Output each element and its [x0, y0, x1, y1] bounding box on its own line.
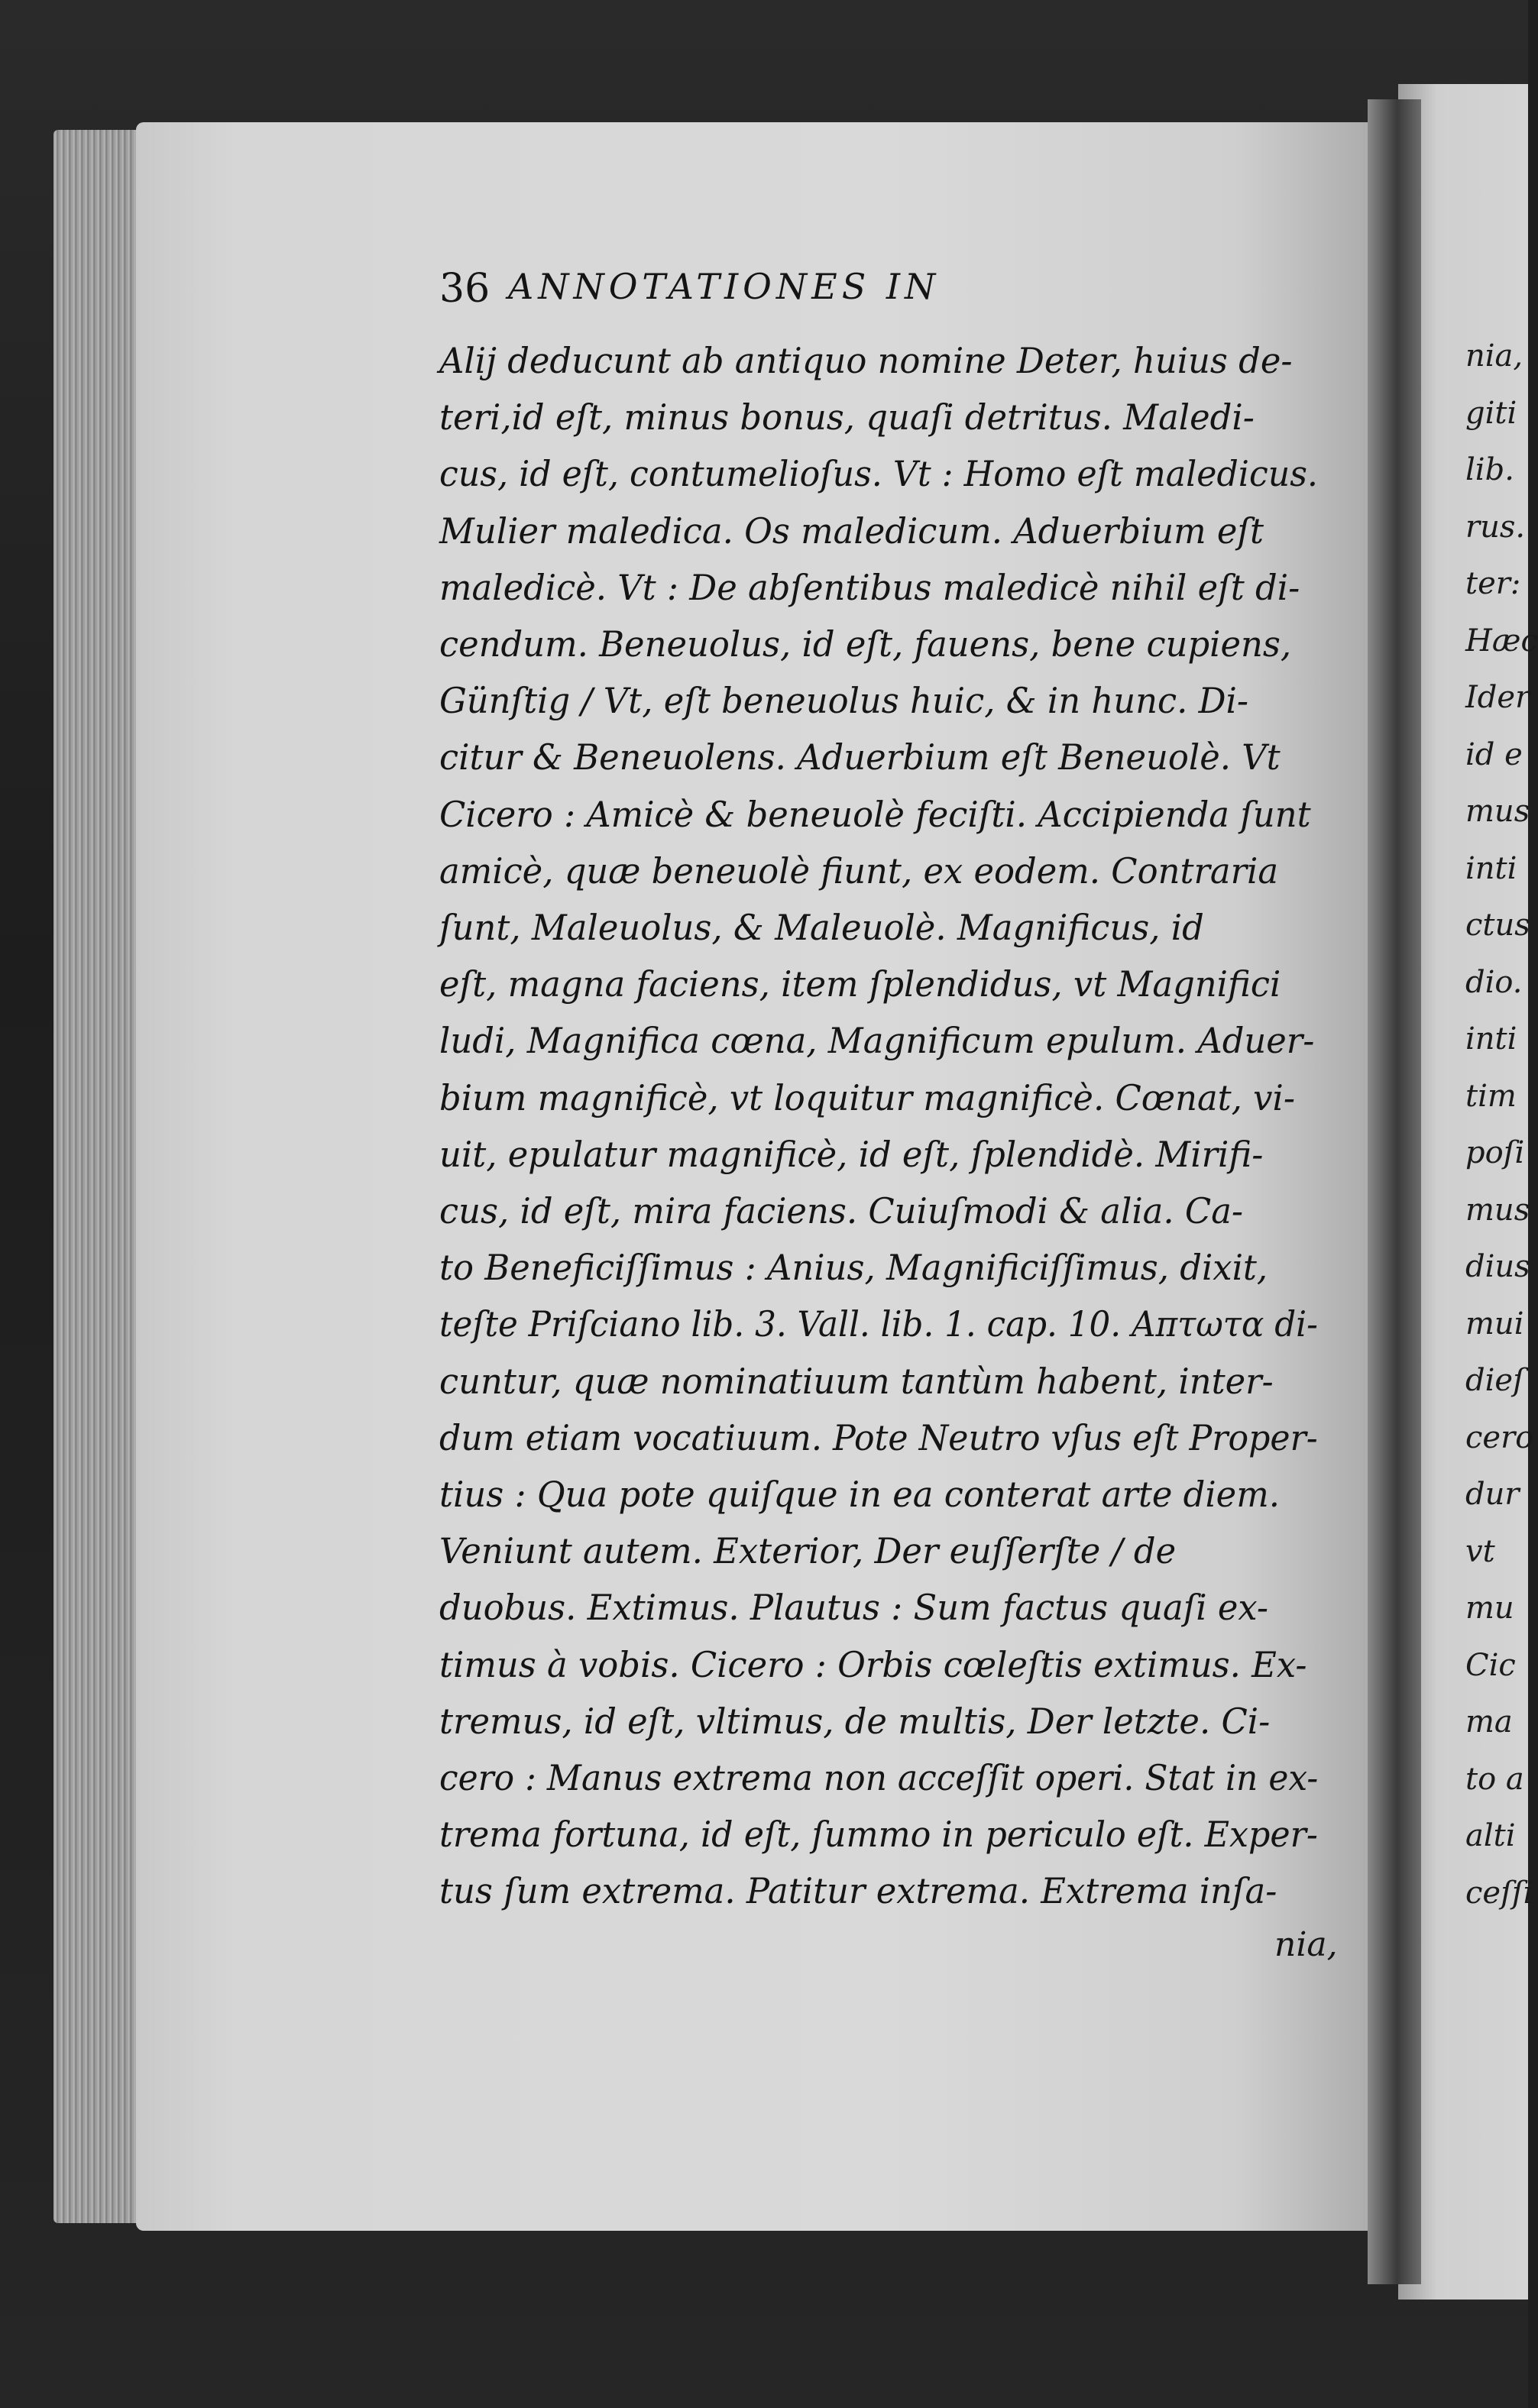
text-line: cendum. Beneuolus, id eſt, fauens, bene cupiens, — [439, 623, 1292, 665]
text-line: to Beneficiſſimus : Anius, Magnificiſſimus, dixit, — [439, 1247, 1268, 1289]
facing-line-fragment: mus — [1465, 794, 1530, 829]
facing-line-fragment: dieſ — [1465, 1363, 1524, 1398]
facing-line-fragment: giti — [1465, 395, 1517, 431]
facing-line-fragment: dius — [1465, 1249, 1530, 1284]
text-line: bium magnificè, vt loquitur magnificè. Cœnat, vi- — [439, 1076, 1296, 1118]
facing-line-fragment: dio. — [1465, 964, 1523, 1000]
running-title: ANNOTATIONES IN — [508, 266, 941, 307]
facing-line-fragment: mu — [1465, 1591, 1514, 1626]
facing-line-fragment: ceſſi — [1465, 1875, 1533, 1911]
text-line: tus ſum extrema. Patitur extrema. Extrema inſa- — [439, 1870, 1277, 1912]
facing-line-fragment: id e — [1465, 736, 1523, 772]
facing-line-fragment: ctus — [1465, 908, 1530, 943]
text-line: ludi, Magnifica cœna, Magnificum epulum. Aduer- — [439, 1020, 1315, 1062]
text-line: uit, epulatur magnificè, id eſt, ſplendidè. Mirifi- — [439, 1133, 1264, 1175]
text-line: Günſtig / Vt, eſt beneuolus huic, & in hunc. Di- — [439, 680, 1249, 722]
text-line: duobus. Extimus. Plautus : Sum factus quaſi ex- — [439, 1587, 1269, 1629]
text-line: teri,id eſt, minus bonus, quaſi detritus. Maledi- — [439, 396, 1255, 439]
facing-line-fragment: cero — [1465, 1419, 1534, 1455]
facing-line-fragment: Hæc — [1465, 623, 1538, 659]
text-line: teſte Priſciano lib. 3. Vall. lib. 1. cap. 10. Aπτωτα di- — [439, 1303, 1318, 1345]
text-line: trema fortuna, id eſt, ſummo in periculo eſt. Exper- — [439, 1814, 1318, 1856]
facing-line-fragment: to a — [1465, 1761, 1524, 1797]
facing-line-fragment: mus — [1465, 1192, 1530, 1228]
facing-line-fragment: ma — [1465, 1704, 1513, 1740]
facing-line-fragment: lib. — [1465, 452, 1514, 487]
facing-line-fragment: tim — [1465, 1078, 1517, 1114]
text-line: cus, id eſt, contumelioſus. Vt : Homo eſt maledicus. — [439, 453, 1318, 495]
facing-line-fragment: rus. — [1465, 509, 1526, 545]
text-line: cus, id eſt, mira faciens. Cuiuſmodi & alia. Ca- — [439, 1190, 1244, 1232]
text-line: citur & Beneuolens. Aduerbium eſt Beneuolè. Vt — [439, 736, 1281, 778]
running-head — [439, 266, 1326, 319]
facing-line-fragment: vt — [1465, 1533, 1495, 1569]
text-line: eſt, magna faciens, item ſplendidus, vt Magnifici — [439, 963, 1281, 1005]
text-line: tremus, id eſt, vltimus, de multis, Der letzte. Ci- — [439, 1700, 1271, 1742]
text-line: cuntur, quæ nominatiuum tantùm habent, inter- — [439, 1360, 1274, 1402]
page-number: 36 — [439, 266, 491, 312]
text-line: timus à vobis. Cicero : Orbis cœleſtis extimus. Ex- — [439, 1643, 1307, 1685]
facing-line-fragment: nia, — [1465, 338, 1523, 374]
page-edges — [53, 130, 145, 2223]
catchword: nia, — [1274, 1925, 1338, 1964]
book-gutter — [1368, 99, 1421, 2284]
facing-line-fragment: dur — [1465, 1477, 1520, 1512]
text-line: Alij deducunt ab antiquo nomine Deter, huius de- — [439, 340, 1293, 381]
text-line: Mulier maledica. Os maledicum. Aduerbium eſt — [439, 510, 1264, 552]
facing-line-fragment: ter: — [1465, 566, 1521, 601]
facing-line-fragment: alti — [1465, 1818, 1516, 1853]
text-line: ſunt, Maleuolus, & Maleuolè. Magnificus, id — [439, 907, 1204, 948]
facing-line-fragment: inti — [1465, 850, 1517, 886]
facing-line-fragment: mui — [1465, 1306, 1524, 1342]
text-line: tius : Qua pote quiſque in ea conterat arte diem. — [439, 1474, 1280, 1515]
text-line: maledicè. Vt : De abſentibus maledicè nihil eſt di- — [439, 566, 1300, 608]
text-line: cero : Manus extrema non acceſſit operi. Stat in ex- — [439, 1757, 1319, 1798]
facing-line-fragment: Cic — [1465, 1647, 1516, 1683]
text-line: amicè, quæ beneuolè fiunt, ex eodem. Contraria — [439, 850, 1279, 892]
text-line: dum etiam vocatiuum. Pote Neutro vſus eſt Proper- — [439, 1416, 1318, 1458]
text-line: Veniunt autem. Exterior, Der euſſerſte / de — [439, 1530, 1177, 1572]
facing-line-fragment: Ider — [1465, 680, 1530, 715]
facing-line-fragment: poſi — [1465, 1135, 1525, 1170]
facing-line-fragment: inti — [1465, 1021, 1517, 1057]
text-line: Cicero : Amicè & beneuolè feciſti. Accipienda ſunt — [439, 793, 1311, 835]
